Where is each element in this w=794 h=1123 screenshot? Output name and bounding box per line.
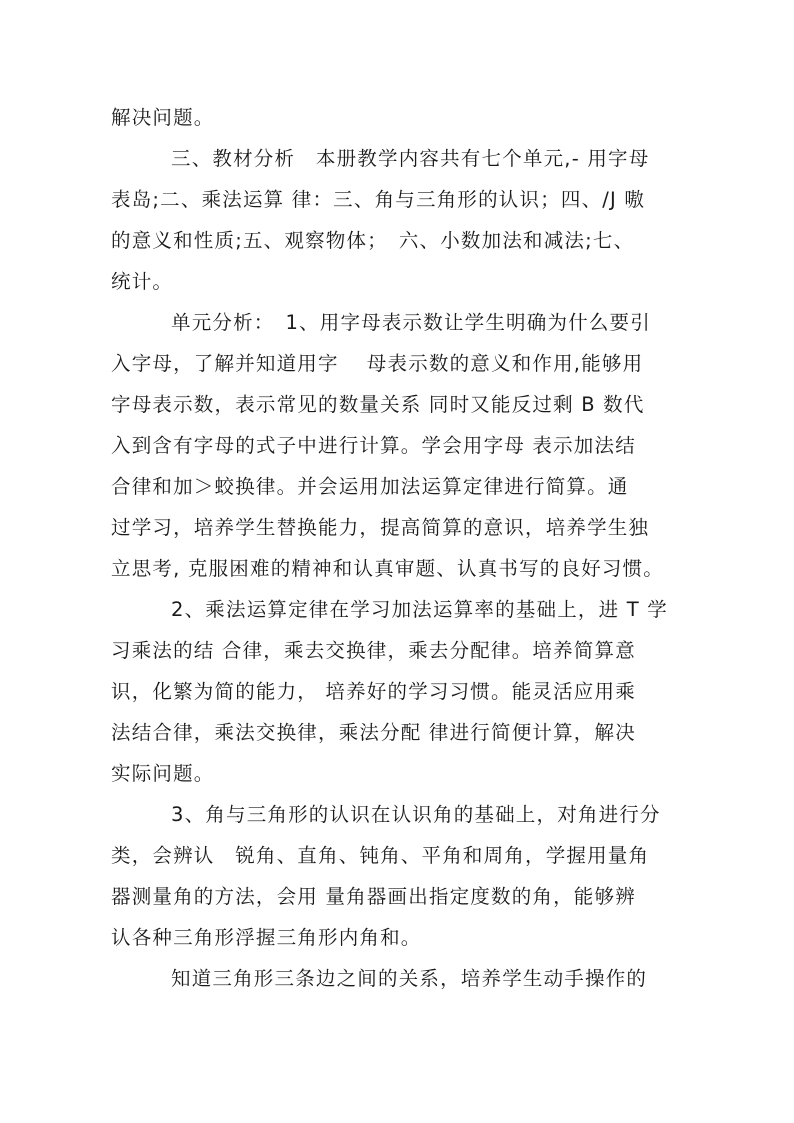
text-line: 实际问题。 — [111, 762, 215, 785]
text-line: 认各种三角形浮握三角形内角和。 — [111, 926, 422, 949]
text-line: 的意义和性质;五、观察物体； 六、小数加法和减法;七、 — [111, 229, 635, 252]
text-line: 入字母，了解并知道用字 母表示数的意义和作用,能够用 — [111, 352, 644, 375]
text-line: 过学习，培养学生替换能力，提高简算的意识，培养学生独 — [111, 516, 650, 539]
text-line: 立思考, 克服困难的精神和认真审题、认真书写的良好习惯。 — [111, 557, 664, 580]
paragraph-triangle-sides: 知道三角形三条边之间的关系，培养学生动手操作的 — [171, 967, 648, 990]
text-line: 器测量角的方法，会用 量角器画出指定度数的角，能够辨 — [111, 885, 636, 908]
text-line: 法结合律，乘法交换律，乘法分配 律进行简便计算，解决 — [111, 721, 636, 744]
paragraph-angles-triangles: 3、角与三角形的认识在认识角的基础上，对角进行分 — [171, 803, 661, 826]
text-line: 习乘法的结 合律，乘去交换律，乘去分配律。培养简算意 — [111, 639, 636, 662]
text-line: 表岛;二、乘法运算 律：三、角与三角形的认识；四、/J 嗷 — [111, 188, 646, 211]
paragraph-multiplication-laws: 2、乘法运算定律在学习加法运算率的基础上，进 T 学 — [171, 598, 668, 621]
text-line: 类，会辨认 锐角、直角、钝角、平角和周角，学握用量角 — [111, 844, 650, 867]
text-line: 字母表示数，表示常见的数量关系 同时又能反过剩 B 数代 — [111, 393, 645, 416]
text-line: 入到含有字母的式子中进行计算。学会用字母 表示加法结 — [111, 434, 636, 457]
body-text — [111, 97, 683, 999]
paragraph-unit-analysis: 单元分析： 1、用字母表示数让学生明确为什么要引 — [171, 311, 651, 334]
text-line: 识，化繁为简的能力， 培养好的学习习惯。能灵活应用乘 — [111, 680, 636, 703]
text-line: 合律和加＞蛟换律。并会运用加法运算定律进行简算。通 — [111, 475, 629, 498]
text-line: 解决问题。 — [111, 106, 215, 129]
section-heading-materials: 三、教材分析 本册教学内容共有七个单元,- 用字母 — [171, 147, 650, 170]
text-line: 统计。 — [111, 270, 174, 293]
